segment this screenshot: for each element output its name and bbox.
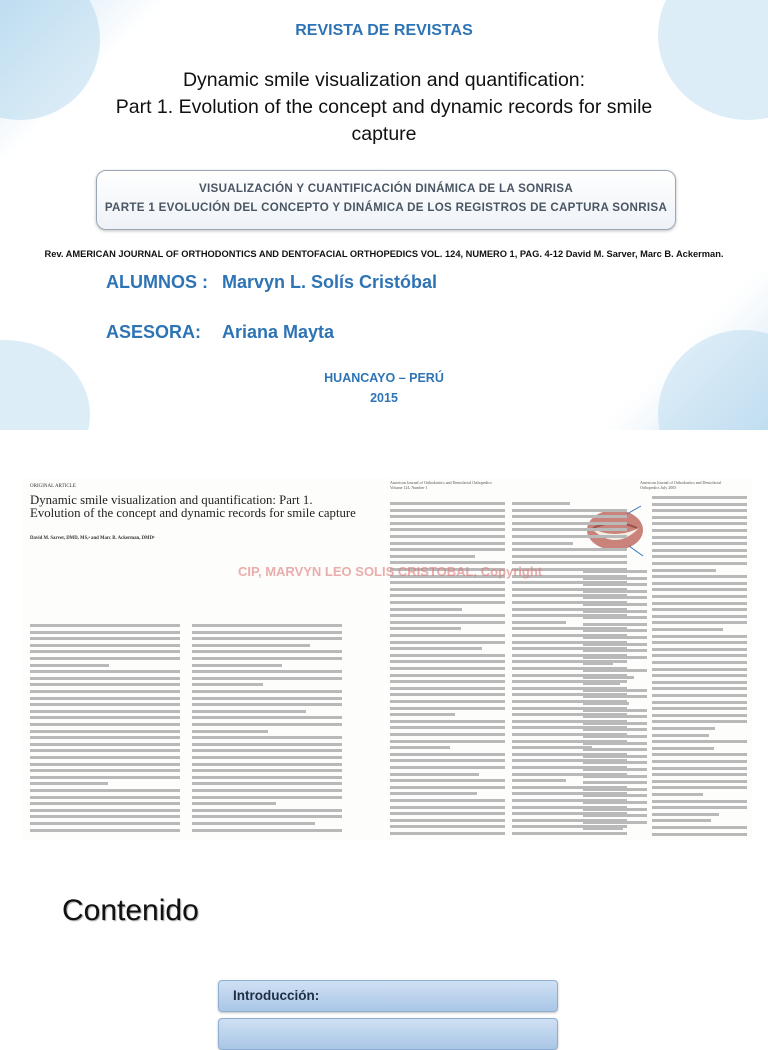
article-text-line bbox=[652, 740, 747, 743]
article-text-line bbox=[390, 627, 461, 630]
article-text-line bbox=[652, 555, 747, 558]
article-text-line bbox=[30, 763, 180, 766]
article-text-line bbox=[583, 649, 647, 652]
article-text-line bbox=[192, 796, 342, 799]
article-text-line bbox=[30, 782, 108, 785]
article-text-line bbox=[192, 743, 342, 746]
article-text-line bbox=[583, 748, 647, 751]
article-text-line bbox=[652, 615, 747, 618]
article-text-line bbox=[512, 542, 573, 545]
article-text-line bbox=[583, 801, 647, 804]
article-text-line bbox=[30, 769, 180, 772]
article-text-line bbox=[512, 528, 627, 531]
article-running-header: American Journal of Orthodontics and Dentofacial Orthopedics Volume 124, Number 1 bbox=[390, 480, 492, 490]
title-slide bbox=[0, 0, 768, 430]
article-text-line bbox=[390, 594, 505, 597]
article-text-line bbox=[583, 775, 647, 778]
article-text-line bbox=[30, 703, 180, 706]
article-text-line bbox=[652, 661, 747, 664]
article-text-line bbox=[390, 759, 505, 762]
article-text-line bbox=[652, 621, 747, 624]
article-text-line bbox=[583, 695, 647, 698]
article-text-line bbox=[192, 631, 342, 634]
article-text-line bbox=[192, 769, 342, 772]
title-line: Dynamic smile visualization and quantification: bbox=[182, 69, 586, 91]
article-text-line bbox=[512, 522, 627, 525]
article-text-line bbox=[652, 648, 747, 651]
article-text-line bbox=[512, 555, 627, 558]
article-text-line bbox=[192, 763, 342, 766]
article-running-header: American Journal of Orthodontics and Dentofacial Orthopedics July 2003 bbox=[640, 480, 722, 490]
article-text-line bbox=[583, 603, 647, 606]
article-text-line bbox=[30, 736, 180, 739]
article-text-line bbox=[390, 792, 477, 795]
article-text-line bbox=[30, 657, 180, 660]
article-text-line bbox=[583, 669, 647, 672]
article-text-line bbox=[390, 693, 505, 696]
article-text-line bbox=[390, 522, 505, 525]
article-text-line bbox=[583, 570, 647, 573]
article-text-line bbox=[583, 596, 647, 599]
article-text-line bbox=[390, 621, 505, 624]
article-text-line bbox=[583, 636, 647, 639]
article-text-line bbox=[390, 713, 455, 716]
advisor-label: ASESORA: bbox=[106, 322, 202, 342]
article-text-line bbox=[652, 701, 747, 704]
article-text-line bbox=[30, 710, 180, 713]
article-text-line bbox=[390, 753, 505, 756]
article-text-line bbox=[652, 582, 747, 585]
article-text-line bbox=[652, 529, 747, 532]
article-text-line bbox=[390, 720, 505, 723]
article-text-line bbox=[192, 677, 342, 680]
article-text-line bbox=[30, 637, 180, 640]
article-text-line bbox=[390, 667, 505, 670]
article-text-line bbox=[390, 509, 505, 512]
article-text-line bbox=[390, 700, 505, 703]
article-text-line bbox=[512, 832, 627, 835]
journal-heading: REVISTA DE REVISTAS bbox=[295, 22, 473, 39]
article-text-line bbox=[30, 644, 180, 647]
article-text-line bbox=[652, 608, 747, 611]
article-text-line bbox=[390, 740, 505, 743]
article-text-line bbox=[192, 789, 342, 792]
article-text-line bbox=[390, 647, 482, 650]
article-text-line bbox=[192, 683, 263, 686]
article-text-line bbox=[652, 654, 747, 657]
article-text-line bbox=[390, 588, 505, 591]
article-text-line bbox=[192, 756, 342, 759]
article-text-line bbox=[583, 735, 647, 738]
article-text-line bbox=[583, 676, 634, 679]
article-text-line bbox=[192, 802, 276, 805]
toc-item[interactable] bbox=[218, 1018, 558, 1050]
article-text-line bbox=[390, 799, 505, 802]
article-text-line bbox=[652, 747, 714, 750]
article-text-line bbox=[583, 709, 647, 712]
article-text-line bbox=[192, 716, 342, 719]
article-scan-slide bbox=[0, 460, 768, 860]
article-text-line bbox=[583, 728, 647, 731]
toc-item-introduccion[interactable] bbox=[218, 980, 558, 1012]
article-text-line bbox=[390, 812, 505, 815]
article-text-line bbox=[652, 575, 747, 578]
article-text-line bbox=[652, 727, 715, 730]
year: 2015 bbox=[370, 391, 398, 405]
article-text-line bbox=[390, 581, 505, 584]
article-text-line bbox=[652, 635, 747, 638]
article-text-line bbox=[30, 749, 180, 752]
article-text-line bbox=[652, 628, 723, 631]
journal-reference: Rev. AMERICAN JOURNAL OF ORTHODONTICS AND DENTOFACIAL ORTHOPEDICS VOL. 124, NUMERO 1, PAG. 4-12 David M. Sarver, Marc B. Ackerman. bbox=[44, 249, 724, 259]
article-text-line bbox=[390, 542, 505, 545]
article-text-line bbox=[512, 779, 566, 782]
article-text-line bbox=[192, 690, 342, 693]
article-authors: David M. Sarver, DMD, MS,ᵃ and Marc B. Ackerman, DMDᵇ bbox=[30, 536, 155, 541]
article-text-line bbox=[390, 825, 505, 828]
article-text-line bbox=[652, 522, 747, 525]
article-text-line bbox=[192, 710, 306, 713]
article-text-line bbox=[192, 650, 342, 653]
article-text-line bbox=[652, 503, 747, 506]
article-text-line bbox=[583, 794, 647, 797]
article-text-line bbox=[192, 664, 282, 667]
article-text-line bbox=[583, 656, 647, 659]
article-text-line bbox=[192, 644, 310, 647]
article-text-line bbox=[652, 800, 747, 803]
article-text-line bbox=[583, 827, 623, 830]
article-text-line bbox=[652, 536, 747, 539]
article-text-line bbox=[652, 720, 747, 723]
article-text-line bbox=[390, 548, 505, 551]
article-text-line bbox=[652, 687, 747, 690]
article-text-line bbox=[192, 670, 342, 673]
advisor-value: Ariana Mayta bbox=[222, 322, 335, 342]
article-text-line bbox=[192, 703, 342, 706]
article-text-line bbox=[652, 681, 747, 684]
article-text-line bbox=[390, 641, 505, 644]
article-text-line bbox=[583, 755, 647, 758]
article-text-line bbox=[390, 687, 505, 690]
spanish-title-line: PARTE 1 EVOLUCIÓN DEL CONCEPTO Y DINÁMICA DE LOS REGISTROS DE CAPTURA SONRISA bbox=[104, 201, 668, 214]
article-text-line bbox=[652, 569, 716, 572]
article-text-line bbox=[390, 528, 505, 531]
article-text-line bbox=[30, 624, 180, 627]
article-text-line bbox=[390, 766, 505, 769]
article-text-line bbox=[512, 548, 627, 551]
article-text-line bbox=[583, 788, 647, 791]
article-text-line bbox=[390, 819, 505, 822]
students-value: Marvyn L. Solís Cristóbal bbox=[222, 272, 438, 292]
article-text-line bbox=[30, 730, 180, 733]
article-text-line bbox=[30, 677, 180, 680]
article-text-line bbox=[652, 753, 747, 756]
article-text-line bbox=[583, 689, 647, 692]
article-text-line bbox=[652, 786, 747, 789]
article-text-line bbox=[583, 629, 647, 632]
article-text-line bbox=[583, 702, 629, 705]
article-text-line bbox=[652, 668, 747, 671]
article-text-line bbox=[30, 822, 180, 825]
article-text-line bbox=[583, 715, 647, 718]
article-text-line bbox=[390, 674, 505, 677]
article-text-line bbox=[30, 723, 180, 726]
article-text-line bbox=[192, 782, 342, 785]
article-text-line bbox=[390, 660, 505, 663]
article-text-line bbox=[583, 610, 647, 613]
article-text-line bbox=[390, 601, 505, 604]
spanish-title-box bbox=[96, 170, 676, 230]
city: HUANCAYO – PERÚ bbox=[324, 371, 444, 385]
article-text-line bbox=[583, 742, 647, 745]
toc-item-label: Introducción: bbox=[233, 988, 320, 1003]
article-text-line bbox=[583, 814, 647, 817]
article-text-line bbox=[30, 650, 180, 653]
article-text-line bbox=[652, 641, 747, 644]
article-text-line bbox=[583, 616, 647, 619]
title-line: Part 1. Evolution of the concept and dynamic records for smile bbox=[115, 96, 653, 118]
article-text-line bbox=[390, 786, 505, 789]
article-text-line bbox=[652, 806, 747, 809]
article-text-line bbox=[390, 733, 505, 736]
students-label: ALUMNOS : bbox=[106, 272, 208, 292]
article-text-line bbox=[30, 756, 180, 759]
article-text-line bbox=[30, 802, 180, 805]
decorative-corner bbox=[0, 340, 90, 430]
slide-title bbox=[40, 67, 728, 148]
contents-slide bbox=[0, 878, 768, 1024]
contents-heading: Contenido bbox=[62, 894, 199, 927]
article-text-line bbox=[30, 809, 180, 812]
article-text-line bbox=[30, 690, 180, 693]
article-text-line bbox=[30, 683, 180, 686]
article-text-line bbox=[192, 829, 342, 832]
article-text-line bbox=[30, 697, 180, 700]
article-text-line bbox=[652, 674, 747, 677]
article-text-line bbox=[652, 549, 747, 552]
article-text-line bbox=[652, 793, 703, 796]
article-text-line bbox=[30, 664, 109, 667]
article-text-line bbox=[583, 662, 613, 665]
article-text-line bbox=[652, 826, 747, 829]
article-text-line bbox=[583, 583, 647, 586]
article-text-line bbox=[30, 776, 180, 779]
article-text-line bbox=[583, 761, 647, 764]
article-text-line bbox=[390, 608, 462, 611]
article-text-line bbox=[583, 643, 647, 646]
article-text-line bbox=[652, 767, 747, 770]
article-text-line bbox=[192, 815, 342, 818]
article-text-line bbox=[583, 682, 620, 685]
article-text-line bbox=[30, 631, 180, 634]
article-text-line bbox=[192, 637, 342, 640]
article-text-line bbox=[390, 634, 505, 637]
article-text-line bbox=[30, 796, 180, 799]
article-text-line bbox=[652, 694, 747, 697]
article-text-line bbox=[30, 716, 180, 719]
article-text-line bbox=[390, 614, 505, 617]
article-text-line bbox=[390, 680, 505, 683]
article-text-line bbox=[652, 714, 747, 717]
article-text-line bbox=[583, 821, 647, 824]
article-text-line bbox=[583, 808, 647, 811]
article-text-line bbox=[652, 819, 711, 822]
article-text-line bbox=[390, 654, 505, 657]
article-text-line bbox=[390, 707, 505, 710]
article-text-line bbox=[652, 595, 747, 598]
watermark: CIP, MARVYN LEO SOLIS CRISTOBAL, Copyright bbox=[238, 564, 543, 579]
article-text-line bbox=[652, 496, 747, 499]
article-text-line bbox=[390, 832, 505, 835]
article-text-line bbox=[30, 829, 180, 832]
article-text-line bbox=[652, 602, 747, 605]
article-text-line bbox=[512, 509, 627, 512]
article-text-line bbox=[390, 515, 505, 518]
article-text-line bbox=[390, 555, 475, 558]
article-text-line bbox=[390, 726, 505, 729]
article-text-line bbox=[192, 749, 342, 752]
article-text-line bbox=[583, 623, 647, 626]
title-line: capture bbox=[351, 123, 417, 145]
article-text-line bbox=[512, 621, 566, 624]
article-text-line bbox=[652, 760, 747, 763]
article-text-line bbox=[583, 590, 647, 593]
article-text-line bbox=[30, 815, 180, 818]
article-text-line bbox=[192, 624, 342, 627]
article-text-line bbox=[192, 822, 315, 825]
article-text-line bbox=[652, 707, 747, 710]
article-text-line bbox=[390, 779, 505, 782]
article-text-line bbox=[652, 773, 747, 776]
article-text-line bbox=[512, 535, 627, 538]
article-text-line bbox=[390, 502, 505, 505]
article-text-line bbox=[652, 509, 747, 512]
spanish-title-line: VISUALIZACIÓN Y CUANTIFICACIÓN DINÁMICA DE LA SONRISA bbox=[198, 182, 574, 195]
article-text-line bbox=[652, 813, 719, 816]
article-text-line bbox=[192, 730, 268, 733]
article-text-line bbox=[652, 833, 747, 836]
article-text-line bbox=[583, 781, 647, 784]
article-text-line bbox=[192, 776, 342, 779]
article-text-line bbox=[192, 723, 342, 726]
article-text-line bbox=[192, 736, 342, 739]
article-text-line bbox=[583, 722, 647, 725]
article-text-line bbox=[192, 657, 342, 660]
article-text-line bbox=[652, 562, 747, 565]
article-text-line bbox=[652, 516, 747, 519]
article-text-line bbox=[583, 577, 647, 580]
article-text-line bbox=[512, 502, 570, 505]
article-text-line bbox=[390, 806, 505, 809]
article-text-line bbox=[512, 515, 627, 518]
article-text-line bbox=[30, 789, 180, 792]
article-title: Dynamic smile visualization and quantification: Part 1. Evolution of the concept and dynamic records for smile capture bbox=[30, 493, 356, 520]
article-text-line bbox=[390, 535, 505, 538]
article-text-line bbox=[390, 773, 479, 776]
article-text-line bbox=[652, 588, 747, 591]
article-text-line bbox=[652, 734, 709, 737]
article-text-line bbox=[652, 542, 747, 545]
article-text-line bbox=[390, 746, 450, 749]
article-text-line bbox=[30, 743, 180, 746]
article-text-line bbox=[192, 697, 342, 700]
article-text-line bbox=[30, 670, 180, 673]
article-text-line bbox=[652, 780, 747, 783]
article-text-line bbox=[192, 809, 342, 812]
article-text-line bbox=[512, 746, 592, 749]
article-text-line bbox=[583, 768, 647, 771]
article-label: ORIGINAL ARTICLE bbox=[30, 484, 76, 489]
